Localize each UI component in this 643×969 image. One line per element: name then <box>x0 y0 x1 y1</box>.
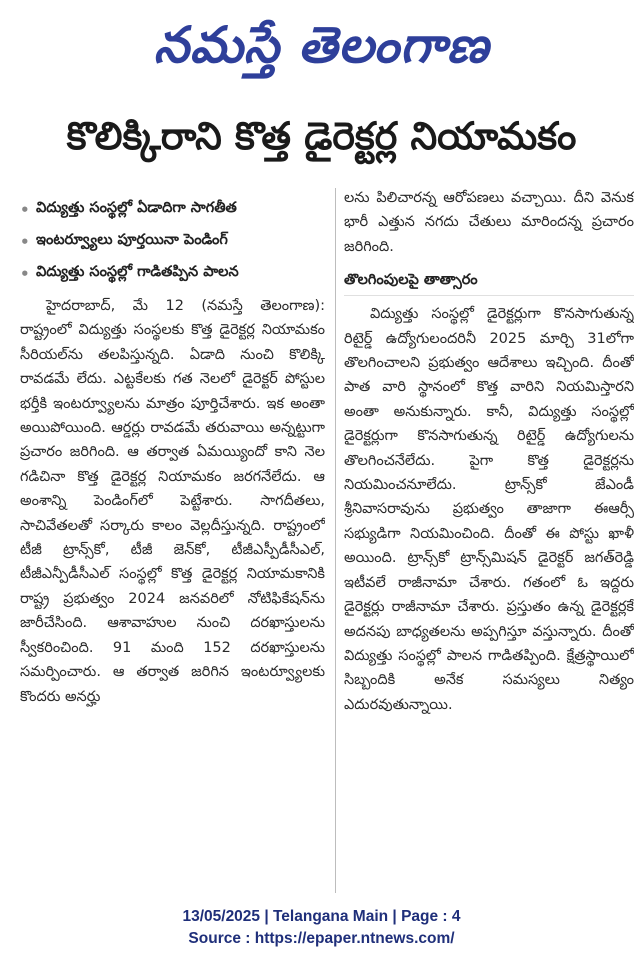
article-body-left: హైదరాబాద్, మే 12 (నమస్తే తెలంగాణ): రాష్ట్రంలో విద్యుత్తు సంస్థలకు కొత్త డైరెక్టర్ల నియామకం సీరియల్‌ను తలపిస్తున్నది. ఏడాది నుంచి కొలిక్కి రావడమే లేదు. ఎట్టకేలకు గత నెలలో డైరెక్టర్ పోస్టుల భర్తీకి ఇంటర్వ్యూలను మాత్రం పూర్తిచేశారు. ఇక అంతా అయిపోయింది. ఆర్డర్లు రావడమే తరువాయి అన్నట్టుగా ప్రచారం జరిగింది. ఆ తర్వాత ఏమయ్యిందో కాని నెల గడిచినా కొత్త డైరెక్టర్ల నియామకం జరగనేలేదు. ఆ అంశాన్ని పెండింగ్‌లో పెట్టేశారు. సాగదీతలు, సాచివేతలతో సర్కారు కాలం వెల్లదీస్తున్నది. రాష్ట్రంలో టీజీ ట్రాన్స్‌కో, టీజీ జెన్‌కో, టీజీఎస్పీడీసీఎల్, టీజీఎన్పీడీసీఎల్ సంస్థల్లో కొత్త డైరెక్టర్ల నియామకానికి రాష్ట్ర ప్రభుత్వం 2024 జనవరిలో నోటిఫికేషన్‌ను జారీచేసింది. ఆశావాహుల నుంచి దరఖాస్తులను స్వీకరించింది. 91 మంది 152 దరఖాస్తులను సమర్పించారు. ఆ తర్వాత జరిగిన ఇంటర్వ్యూలకు కొందరు అనర్హు <box>20 298 325 705</box>
column-divider <box>335 188 336 893</box>
highlight-bullet <box>20 230 325 250</box>
highlight-bullets <box>20 198 325 282</box>
bullet-icon: • <box>20 233 30 251</box>
article-subheading: తొలగింపులపై తాత్సారం <box>344 269 634 296</box>
bullet-text: ఇంటర్వ్యూలు పూర్తయినా పెండింగ్ <box>36 232 228 248</box>
footer-source: Source : https://epaper.ntnews.com/ <box>188 930 455 947</box>
article-headline: కొలిక్కిరాని కొత్త డైరెక్టర్ల నియామకం <box>66 114 577 158</box>
highlight-bullet <box>20 198 325 218</box>
article-body-right-top: లను పిలిచారన్న ఆరోపణలు వచ్చాయి. దీని వెనుక భారీ ఎత్తున నగదు చేతులు మారిందన్న ప్రచారం జరిగింది. <box>344 190 634 255</box>
article-body-right: విద్యుత్తు సంస్థల్లో డైరెక్టర్లుగా కొనసాగుతున్న రిటైర్డ్ ఉద్యోగులందరినీ 2025 మార్చి 31లోగా తొలగించాలని ప్రభుత్వం ఆదేశాలు ఇచ్చింది. దీంతో పాత వారి స్థానంలో కొత్త వారిని నియమిస్తారని అంతా అనుకున్నారు. కానీ, విద్యుత్తు సంస్థల్లో డైరెక్టర్లుగా కొనసాగుతున్న రిటైర్డ్ ఉద్యోగులను తొలగించనేలేదు. పైగా కొత్త డైరెక్టర్లను నియమించనూలేదు. ట్రాన్స్‌కో జేఎండీ శ్రీనివాసరావును ప్రభుత్వం తాజాగా ఈఆర్సీ సభ్యుడిగా నియమించింది. దీంతో ఈ పోస్టు ఖాళీ అయింది. ట్రాన్స్‌కో ట్రాన్స్‌మిషన్ డైరెక్టర్ జగత్‌రెడ్డి ఇటీవలే రాజీనామా చేశారు. గతంలో ఓ ఇద్దరు డైరెక్టర్లు రాజీనామా చేశారు. ప్రస్తుతం ఉన్న డైరెక్టర్లకే అదనపు బాధ్యతలను అప్పగిస్తూ వస్తున్నారు. దీంతో విద్యుత్తు సంస్థల్లో పాలన గాడితప్పింది. క్షేత్రస్థాయిలో సిబ్బందికి అనేక సమస్యలు నిత్యం ఎదురవుతున్నాయి. <box>344 306 634 713</box>
bullet-icon: • <box>20 201 30 219</box>
article-column-right <box>344 186 634 898</box>
bullet-icon: • <box>20 265 30 283</box>
article-column-left <box>20 198 325 898</box>
bullet-text: విద్యుత్తు సంస్థల్లో ఏడాదిగా సాగతీత <box>36 200 237 216</box>
bullet-text: విద్యుత్తు సంస్థల్లో గాడితప్పిన పాలన <box>36 264 239 280</box>
page-footer <box>0 906 643 950</box>
footer-edition-info: 13/05/2025 | Telangana Main | Page : 4 <box>182 908 461 925</box>
masthead-title: నమస్తే తెలంగాణ <box>153 16 490 74</box>
newspaper-masthead <box>0 6 643 84</box>
highlight-bullet <box>20 262 325 282</box>
